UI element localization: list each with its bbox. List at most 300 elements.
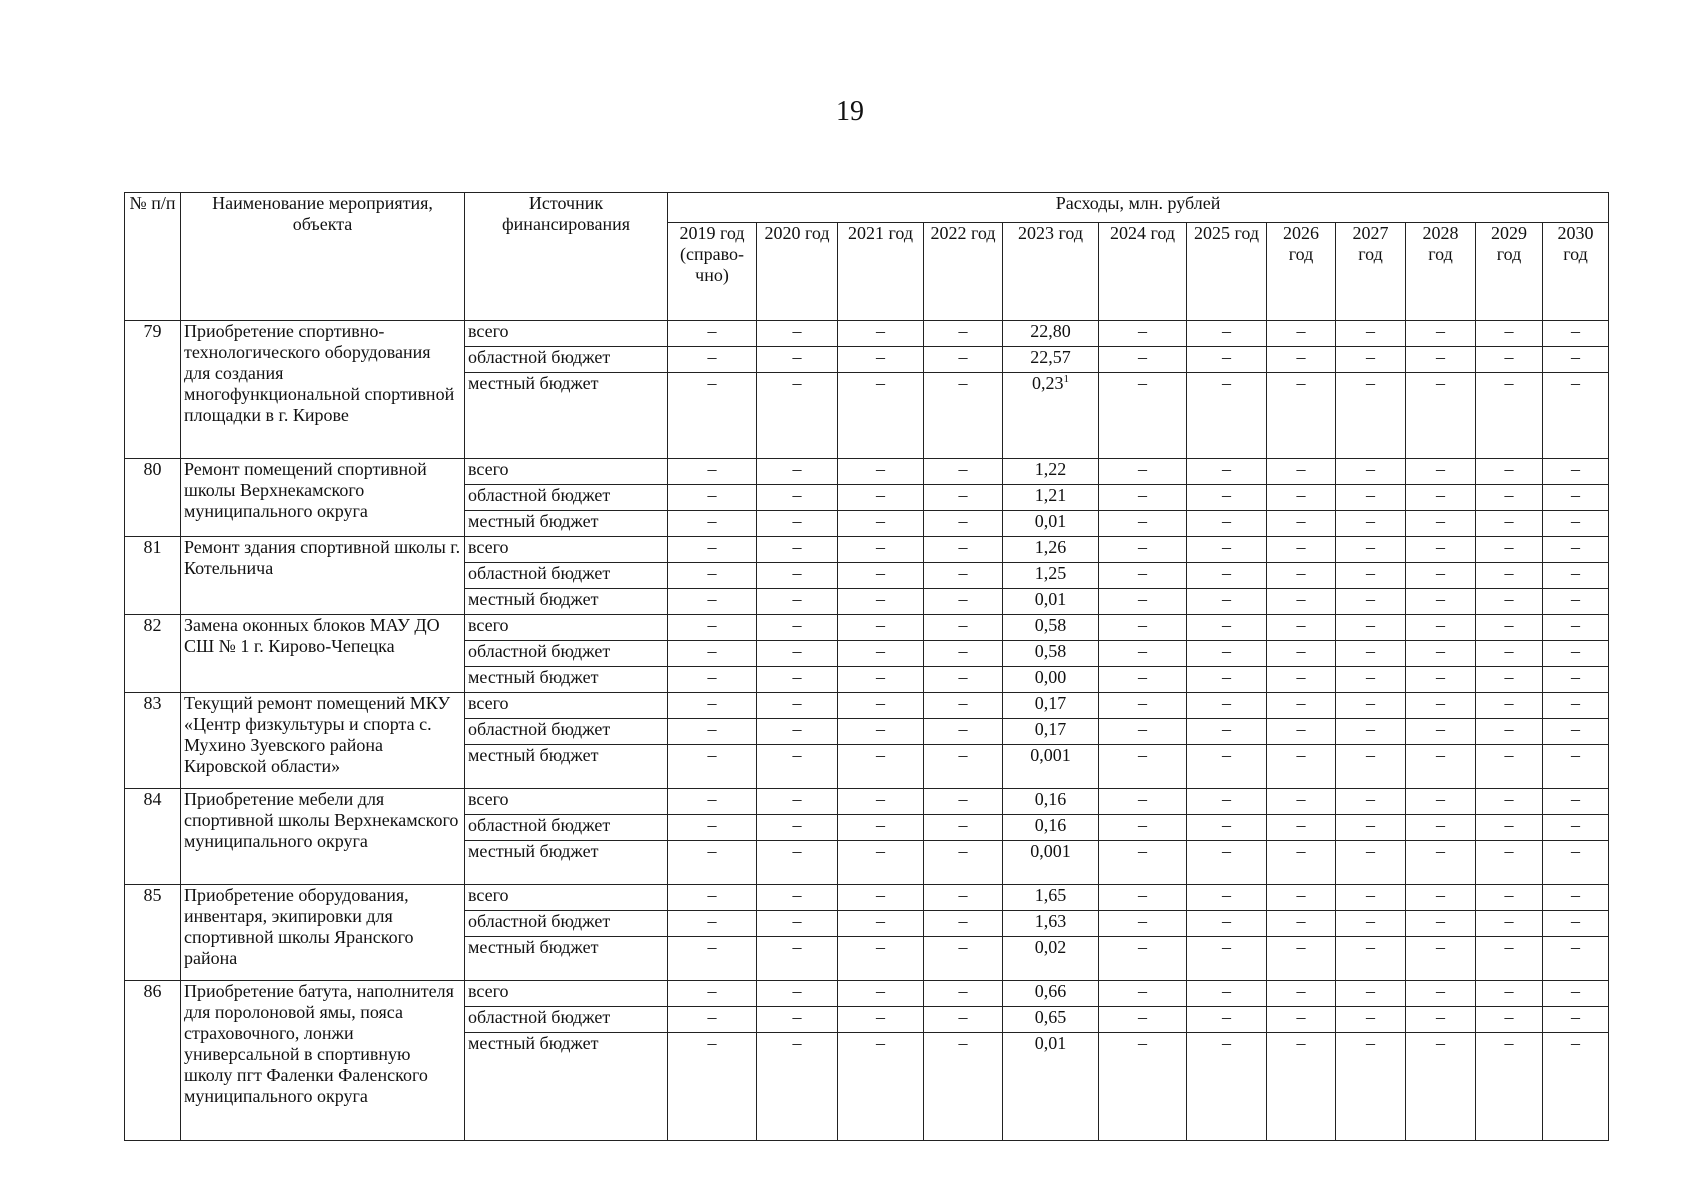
- empty-value-dash: –: [924, 373, 1003, 459]
- empty-value-dash: –: [1543, 815, 1609, 841]
- funding-source: местный бюджет: [465, 1033, 668, 1141]
- empty-value-dash: –: [757, 841, 838, 885]
- empty-value-dash: –: [1406, 459, 1476, 485]
- empty-value-dash: –: [1543, 937, 1609, 981]
- page-number: 19: [836, 96, 864, 127]
- empty-value-dash: –: [1336, 511, 1406, 537]
- empty-value-dash: –: [757, 815, 838, 841]
- empty-value-dash: –: [1476, 745, 1543, 789]
- header-year: 2028 год: [1406, 223, 1476, 321]
- empty-value-dash: –: [1267, 563, 1336, 589]
- empty-value-dash: –: [838, 485, 924, 511]
- empty-value-dash: –: [924, 815, 1003, 841]
- empty-value-dash: –: [1267, 841, 1336, 885]
- empty-value-dash: –: [1543, 1007, 1609, 1033]
- empty-value-dash: –: [1336, 563, 1406, 589]
- empty-value-dash: –: [838, 911, 924, 937]
- empty-value-dash: –: [1406, 719, 1476, 745]
- empty-value-dash: –: [1187, 615, 1267, 641]
- funding-source: всего: [465, 693, 668, 719]
- empty-value-dash: –: [668, 937, 757, 981]
- empty-value-dash: –: [757, 485, 838, 511]
- empty-value-dash: –: [1476, 321, 1543, 347]
- value-2023: [1003, 815, 1099, 841]
- empty-value-dash: –: [838, 719, 924, 745]
- empty-value-dash: –: [924, 563, 1003, 589]
- empty-value-dash: –: [1187, 537, 1267, 563]
- header-year: 2021 год: [838, 223, 924, 321]
- empty-value-dash: –: [1267, 885, 1336, 911]
- empty-value-dash: –: [1336, 981, 1406, 1007]
- empty-value-dash: –: [1187, 841, 1267, 885]
- value-2023-text: 0,66: [1034, 981, 1067, 1001]
- event-name: Текущий ремонт помещений МКУ «Центр физкультуры и спорта с. Мухино Зуевского района Кировской области»: [181, 693, 465, 789]
- empty-value-dash: –: [1099, 1033, 1187, 1141]
- value-2023: [1003, 981, 1099, 1007]
- empty-value-dash: –: [1187, 815, 1267, 841]
- empty-value-dash: –: [1336, 885, 1406, 911]
- value-2023: [1003, 563, 1099, 589]
- empty-value-dash: –: [757, 885, 838, 911]
- empty-value-dash: –: [924, 321, 1003, 347]
- value-2023: [1003, 511, 1099, 537]
- row-number: 82: [125, 615, 181, 693]
- empty-value-dash: –: [1406, 745, 1476, 789]
- empty-value-dash: –: [1099, 885, 1187, 911]
- header-year: 2022 год: [924, 223, 1003, 321]
- empty-value-dash: –: [1187, 911, 1267, 937]
- empty-value-dash: –: [1543, 511, 1609, 537]
- header-source: Источник финансирования: [465, 193, 668, 321]
- empty-value-dash: –: [1267, 911, 1336, 937]
- empty-value-dash: –: [1099, 693, 1187, 719]
- empty-value-dash: –: [668, 719, 757, 745]
- funding-source: всего: [465, 615, 668, 641]
- empty-value-dash: –: [838, 321, 924, 347]
- funding-source: областной бюджет: [465, 641, 668, 667]
- funding-source: областной бюджет: [465, 719, 668, 745]
- header-name: Наименование мероприятия, объекта: [181, 193, 465, 321]
- empty-value-dash: –: [668, 667, 757, 693]
- empty-value-dash: –: [757, 373, 838, 459]
- empty-value-dash: –: [1476, 641, 1543, 667]
- empty-value-dash: –: [668, 1007, 757, 1033]
- value-2023-text: 22,80: [1030, 321, 1071, 341]
- empty-value-dash: –: [1543, 373, 1609, 459]
- empty-value-dash: –: [1543, 719, 1609, 745]
- empty-value-dash: –: [1336, 641, 1406, 667]
- value-2023-text: 22,57: [1030, 347, 1071, 367]
- row-number: 81: [125, 537, 181, 615]
- empty-value-dash: –: [1336, 841, 1406, 885]
- empty-value-dash: –: [1406, 693, 1476, 719]
- empty-value-dash: –: [757, 937, 838, 981]
- value-2023: [1003, 373, 1099, 459]
- header-year: 2019 год (справо-чно): [668, 223, 757, 321]
- value-2023-text: 1,65: [1034, 885, 1067, 905]
- row-number: 85: [125, 885, 181, 981]
- empty-value-dash: –: [757, 789, 838, 815]
- empty-value-dash: –: [838, 885, 924, 911]
- empty-value-dash: –: [838, 615, 924, 641]
- empty-value-dash: –: [924, 789, 1003, 815]
- empty-value-dash: –: [668, 885, 757, 911]
- value-2023: [1003, 789, 1099, 815]
- empty-value-dash: –: [757, 615, 838, 641]
- empty-value-dash: –: [757, 537, 838, 563]
- empty-value-dash: –: [924, 981, 1003, 1007]
- empty-value-dash: –: [838, 1033, 924, 1141]
- empty-value-dash: –: [924, 911, 1003, 937]
- value-2023: [1003, 885, 1099, 911]
- empty-value-dash: –: [838, 511, 924, 537]
- value-2023-text: 0,16: [1034, 789, 1067, 809]
- empty-value-dash: –: [1267, 937, 1336, 981]
- empty-value-dash: –: [1336, 719, 1406, 745]
- empty-value-dash: –: [1406, 563, 1476, 589]
- empty-value-dash: –: [1267, 745, 1336, 789]
- value-2023: [1003, 911, 1099, 937]
- funding-source: областной бюджет: [465, 1007, 668, 1033]
- funding-source: областной бюджет: [465, 347, 668, 373]
- empty-value-dash: –: [924, 937, 1003, 981]
- empty-value-dash: –: [1543, 485, 1609, 511]
- empty-value-dash: –: [1187, 981, 1267, 1007]
- event-name: Приобретение мебели для спортивной школы Верхнекамского муниципального округа: [181, 789, 465, 885]
- empty-value-dash: –: [838, 347, 924, 373]
- empty-value-dash: –: [1187, 641, 1267, 667]
- empty-value-dash: –: [1267, 693, 1336, 719]
- empty-value-dash: –: [1476, 563, 1543, 589]
- empty-value-dash: –: [1476, 719, 1543, 745]
- empty-value-dash: –: [757, 459, 838, 485]
- empty-value-dash: –: [1187, 321, 1267, 347]
- empty-value-dash: –: [1336, 1033, 1406, 1141]
- empty-value-dash: –: [1406, 667, 1476, 693]
- table-row: [125, 459, 1609, 485]
- empty-value-dash: –: [1406, 789, 1476, 815]
- value-2023: [1003, 589, 1099, 615]
- empty-value-dash: –: [668, 911, 757, 937]
- value-2023-text: 0,01: [1034, 589, 1067, 609]
- empty-value-dash: –: [1406, 1033, 1476, 1141]
- empty-value-dash: –: [668, 347, 757, 373]
- value-2023: [1003, 459, 1099, 485]
- empty-value-dash: –: [1187, 719, 1267, 745]
- empty-value-dash: –: [1476, 885, 1543, 911]
- value-2023-text: 0,16: [1034, 815, 1067, 835]
- value-2023: [1003, 745, 1099, 789]
- empty-value-dash: –: [757, 693, 838, 719]
- empty-value-dash: –: [1267, 719, 1336, 745]
- empty-value-dash: –: [1267, 789, 1336, 815]
- header-num: № п/п: [125, 193, 181, 321]
- empty-value-dash: –: [924, 667, 1003, 693]
- empty-value-dash: –: [1476, 841, 1543, 885]
- empty-value-dash: –: [1476, 693, 1543, 719]
- funding-source: областной бюджет: [465, 485, 668, 511]
- funding-source: всего: [465, 459, 668, 485]
- empty-value-dash: –: [838, 1007, 924, 1033]
- empty-value-dash: –: [1336, 321, 1406, 347]
- header-year: 2027 год: [1336, 223, 1406, 321]
- empty-value-dash: –: [1476, 459, 1543, 485]
- empty-value-dash: –: [1187, 789, 1267, 815]
- empty-value-dash: –: [924, 745, 1003, 789]
- empty-value-dash: –: [1476, 1033, 1543, 1141]
- empty-value-dash: –: [1406, 1007, 1476, 1033]
- empty-value-dash: –: [1187, 563, 1267, 589]
- empty-value-dash: –: [1406, 347, 1476, 373]
- funding-source: всего: [465, 537, 668, 563]
- empty-value-dash: –: [1543, 885, 1609, 911]
- empty-value-dash: –: [1336, 815, 1406, 841]
- value-2023-text: 0,00: [1034, 667, 1067, 687]
- empty-value-dash: –: [1406, 615, 1476, 641]
- row-number: 80: [125, 459, 181, 537]
- value-2023-text: 1,22: [1034, 459, 1067, 479]
- empty-value-dash: –: [1476, 589, 1543, 615]
- empty-value-dash: –: [1187, 1007, 1267, 1033]
- empty-value-dash: –: [1476, 511, 1543, 537]
- empty-value-dash: –: [1099, 815, 1187, 841]
- empty-value-dash: –: [1476, 667, 1543, 693]
- empty-value-dash: –: [1476, 615, 1543, 641]
- empty-value-dash: –: [757, 981, 838, 1007]
- empty-value-dash: –: [1187, 937, 1267, 981]
- row-number: 86: [125, 981, 181, 1141]
- empty-value-dash: –: [1336, 693, 1406, 719]
- empty-value-dash: –: [1543, 589, 1609, 615]
- empty-value-dash: –: [1099, 615, 1187, 641]
- empty-value-dash: –: [1267, 485, 1336, 511]
- event-name: Приобретение оборудования, инвентаря, экипировки для спортивной школы Яранского района: [181, 885, 465, 981]
- empty-value-dash: –: [668, 745, 757, 789]
- value-2023-text: 0,02: [1034, 937, 1067, 957]
- empty-value-dash: –: [1336, 615, 1406, 641]
- empty-value-dash: –: [838, 937, 924, 981]
- empty-value-dash: –: [757, 589, 838, 615]
- empty-value-dash: –: [1476, 789, 1543, 815]
- value-2023-text: 0,001: [1030, 745, 1071, 765]
- empty-value-dash: –: [1543, 641, 1609, 667]
- funding-source: местный бюджет: [465, 373, 668, 459]
- row-number: 79: [125, 321, 181, 459]
- empty-value-dash: –: [1406, 815, 1476, 841]
- funding-source: всего: [465, 885, 668, 911]
- empty-value-dash: –: [1336, 937, 1406, 981]
- empty-value-dash: –: [838, 459, 924, 485]
- empty-value-dash: –: [1543, 321, 1609, 347]
- empty-value-dash: –: [1406, 937, 1476, 981]
- empty-value-dash: –: [1187, 485, 1267, 511]
- expenses-table: [124, 192, 1609, 1141]
- value-2023: [1003, 615, 1099, 641]
- empty-value-dash: –: [1099, 537, 1187, 563]
- value-2023-text: 0,23: [1032, 373, 1064, 393]
- empty-value-dash: –: [1267, 641, 1336, 667]
- empty-value-dash: –: [838, 981, 924, 1007]
- empty-value-dash: –: [1543, 615, 1609, 641]
- empty-value-dash: –: [1267, 321, 1336, 347]
- empty-value-dash: –: [1099, 981, 1187, 1007]
- empty-value-dash: –: [1099, 511, 1187, 537]
- empty-value-dash: –: [924, 485, 1003, 511]
- table-row: [125, 693, 1609, 719]
- empty-value-dash: –: [924, 693, 1003, 719]
- empty-value-dash: –: [757, 321, 838, 347]
- empty-value-dash: –: [1543, 841, 1609, 885]
- empty-value-dash: –: [1267, 815, 1336, 841]
- empty-value-dash: –: [1406, 485, 1476, 511]
- empty-value-dash: –: [668, 815, 757, 841]
- empty-value-dash: –: [1543, 347, 1609, 373]
- empty-value-dash: –: [1099, 347, 1187, 373]
- table-row: [125, 615, 1609, 641]
- header-expenses: Расходы, млн. рублей: [668, 193, 1609, 223]
- empty-value-dash: –: [1406, 641, 1476, 667]
- funding-source: местный бюджет: [465, 745, 668, 789]
- funding-source: местный бюджет: [465, 841, 668, 885]
- empty-value-dash: –: [1267, 615, 1336, 641]
- header-year: 2020 год: [757, 223, 838, 321]
- empty-value-dash: –: [668, 373, 757, 459]
- empty-value-dash: –: [668, 1033, 757, 1141]
- empty-value-dash: –: [924, 537, 1003, 563]
- value-2023-text: 0,01: [1034, 511, 1067, 531]
- empty-value-dash: –: [1406, 537, 1476, 563]
- empty-value-dash: –: [1187, 667, 1267, 693]
- value-2023: [1003, 719, 1099, 745]
- empty-value-dash: –: [1187, 885, 1267, 911]
- empty-value-dash: –: [1476, 347, 1543, 373]
- table-row: [125, 321, 1609, 347]
- event-name: Ремонт помещений спортивной школы Верхнекамского муниципального округа: [181, 459, 465, 537]
- header-year: 2024 год: [1099, 223, 1187, 321]
- empty-value-dash: –: [757, 641, 838, 667]
- row-number: 83: [125, 693, 181, 789]
- value-2023-text: 0,65: [1034, 1007, 1067, 1027]
- empty-value-dash: –: [757, 1007, 838, 1033]
- value-2023: [1003, 485, 1099, 511]
- funding-source: местный бюджет: [465, 589, 668, 615]
- empty-value-dash: –: [757, 1033, 838, 1141]
- empty-value-dash: –: [838, 841, 924, 885]
- funding-source: областной бюджет: [465, 911, 668, 937]
- empty-value-dash: –: [1543, 911, 1609, 937]
- empty-value-dash: –: [1476, 981, 1543, 1007]
- empty-value-dash: –: [1099, 563, 1187, 589]
- empty-value-dash: –: [924, 885, 1003, 911]
- empty-value-dash: –: [1267, 347, 1336, 373]
- empty-value-dash: –: [1543, 1033, 1609, 1141]
- funding-source: областной бюджет: [465, 815, 668, 841]
- empty-value-dash: –: [668, 459, 757, 485]
- empty-value-dash: –: [1476, 485, 1543, 511]
- value-2023-text: 0,17: [1034, 693, 1067, 713]
- empty-value-dash: –: [838, 789, 924, 815]
- empty-value-dash: –: [924, 1007, 1003, 1033]
- empty-value-dash: –: [1406, 511, 1476, 537]
- empty-value-dash: –: [1406, 841, 1476, 885]
- empty-value-dash: –: [668, 485, 757, 511]
- empty-value-dash: –: [1476, 937, 1543, 981]
- empty-value-dash: –: [1336, 1007, 1406, 1033]
- value-2023-text: 0,01: [1034, 1033, 1067, 1053]
- empty-value-dash: –: [757, 563, 838, 589]
- funding-source: всего: [465, 321, 668, 347]
- empty-value-dash: –: [1476, 911, 1543, 937]
- row-number: 84: [125, 789, 181, 885]
- empty-value-dash: –: [1187, 745, 1267, 789]
- empty-value-dash: –: [668, 641, 757, 667]
- empty-value-dash: –: [668, 693, 757, 719]
- empty-value-dash: –: [1267, 459, 1336, 485]
- footnote-mark: 1: [1063, 373, 1069, 385]
- empty-value-dash: –: [668, 321, 757, 347]
- funding-source: местный бюджет: [465, 667, 668, 693]
- header-year: 2029 год: [1476, 223, 1543, 321]
- empty-value-dash: –: [838, 693, 924, 719]
- empty-value-dash: –: [1099, 589, 1187, 615]
- value-2023: [1003, 937, 1099, 981]
- empty-value-dash: –: [838, 373, 924, 459]
- value-2023: [1003, 1033, 1099, 1141]
- empty-value-dash: –: [757, 511, 838, 537]
- header-year: 2023 год: [1003, 223, 1099, 321]
- empty-value-dash: –: [757, 347, 838, 373]
- empty-value-dash: –: [1406, 885, 1476, 911]
- empty-value-dash: –: [1187, 693, 1267, 719]
- empty-value-dash: –: [1099, 1007, 1187, 1033]
- empty-value-dash: –: [1476, 815, 1543, 841]
- empty-value-dash: –: [838, 563, 924, 589]
- empty-value-dash: –: [1187, 1033, 1267, 1141]
- empty-value-dash: –: [1187, 347, 1267, 373]
- value-2023-text: 0,58: [1034, 641, 1067, 661]
- funding-source: местный бюджет: [465, 937, 668, 981]
- event-name: Замена оконных блоков МАУ ДО СШ № 1 г. Кирово-Чепецка: [181, 615, 465, 693]
- empty-value-dash: –: [1543, 745, 1609, 789]
- event-name: Приобретение батута, наполнителя для поролоновой ямы, пояса страховочного, лонжи универсальной в спортивную школу пгт Фаленки Фаленского муниципального округа: [181, 981, 465, 1141]
- empty-value-dash: –: [1267, 373, 1336, 459]
- empty-value-dash: –: [924, 641, 1003, 667]
- empty-value-dash: –: [924, 841, 1003, 885]
- empty-value-dash: –: [1267, 511, 1336, 537]
- empty-value-dash: –: [1336, 745, 1406, 789]
- empty-value-dash: –: [1336, 537, 1406, 563]
- empty-value-dash: –: [668, 841, 757, 885]
- empty-value-dash: –: [924, 511, 1003, 537]
- value-2023-text: 1,63: [1034, 911, 1067, 931]
- funding-source: всего: [465, 789, 668, 815]
- funding-source: всего: [465, 981, 668, 1007]
- empty-value-dash: –: [1543, 537, 1609, 563]
- empty-value-dash: –: [838, 815, 924, 841]
- empty-value-dash: –: [1099, 667, 1187, 693]
- empty-value-dash: –: [1267, 1033, 1336, 1141]
- value-2023: [1003, 693, 1099, 719]
- empty-value-dash: –: [1099, 459, 1187, 485]
- table-row: [125, 885, 1609, 911]
- empty-value-dash: –: [668, 615, 757, 641]
- empty-value-dash: –: [1543, 667, 1609, 693]
- empty-value-dash: –: [1099, 485, 1187, 511]
- empty-value-dash: –: [1187, 511, 1267, 537]
- empty-value-dash: –: [1406, 981, 1476, 1007]
- value-2023-text: 1,25: [1034, 563, 1067, 583]
- empty-value-dash: –: [668, 789, 757, 815]
